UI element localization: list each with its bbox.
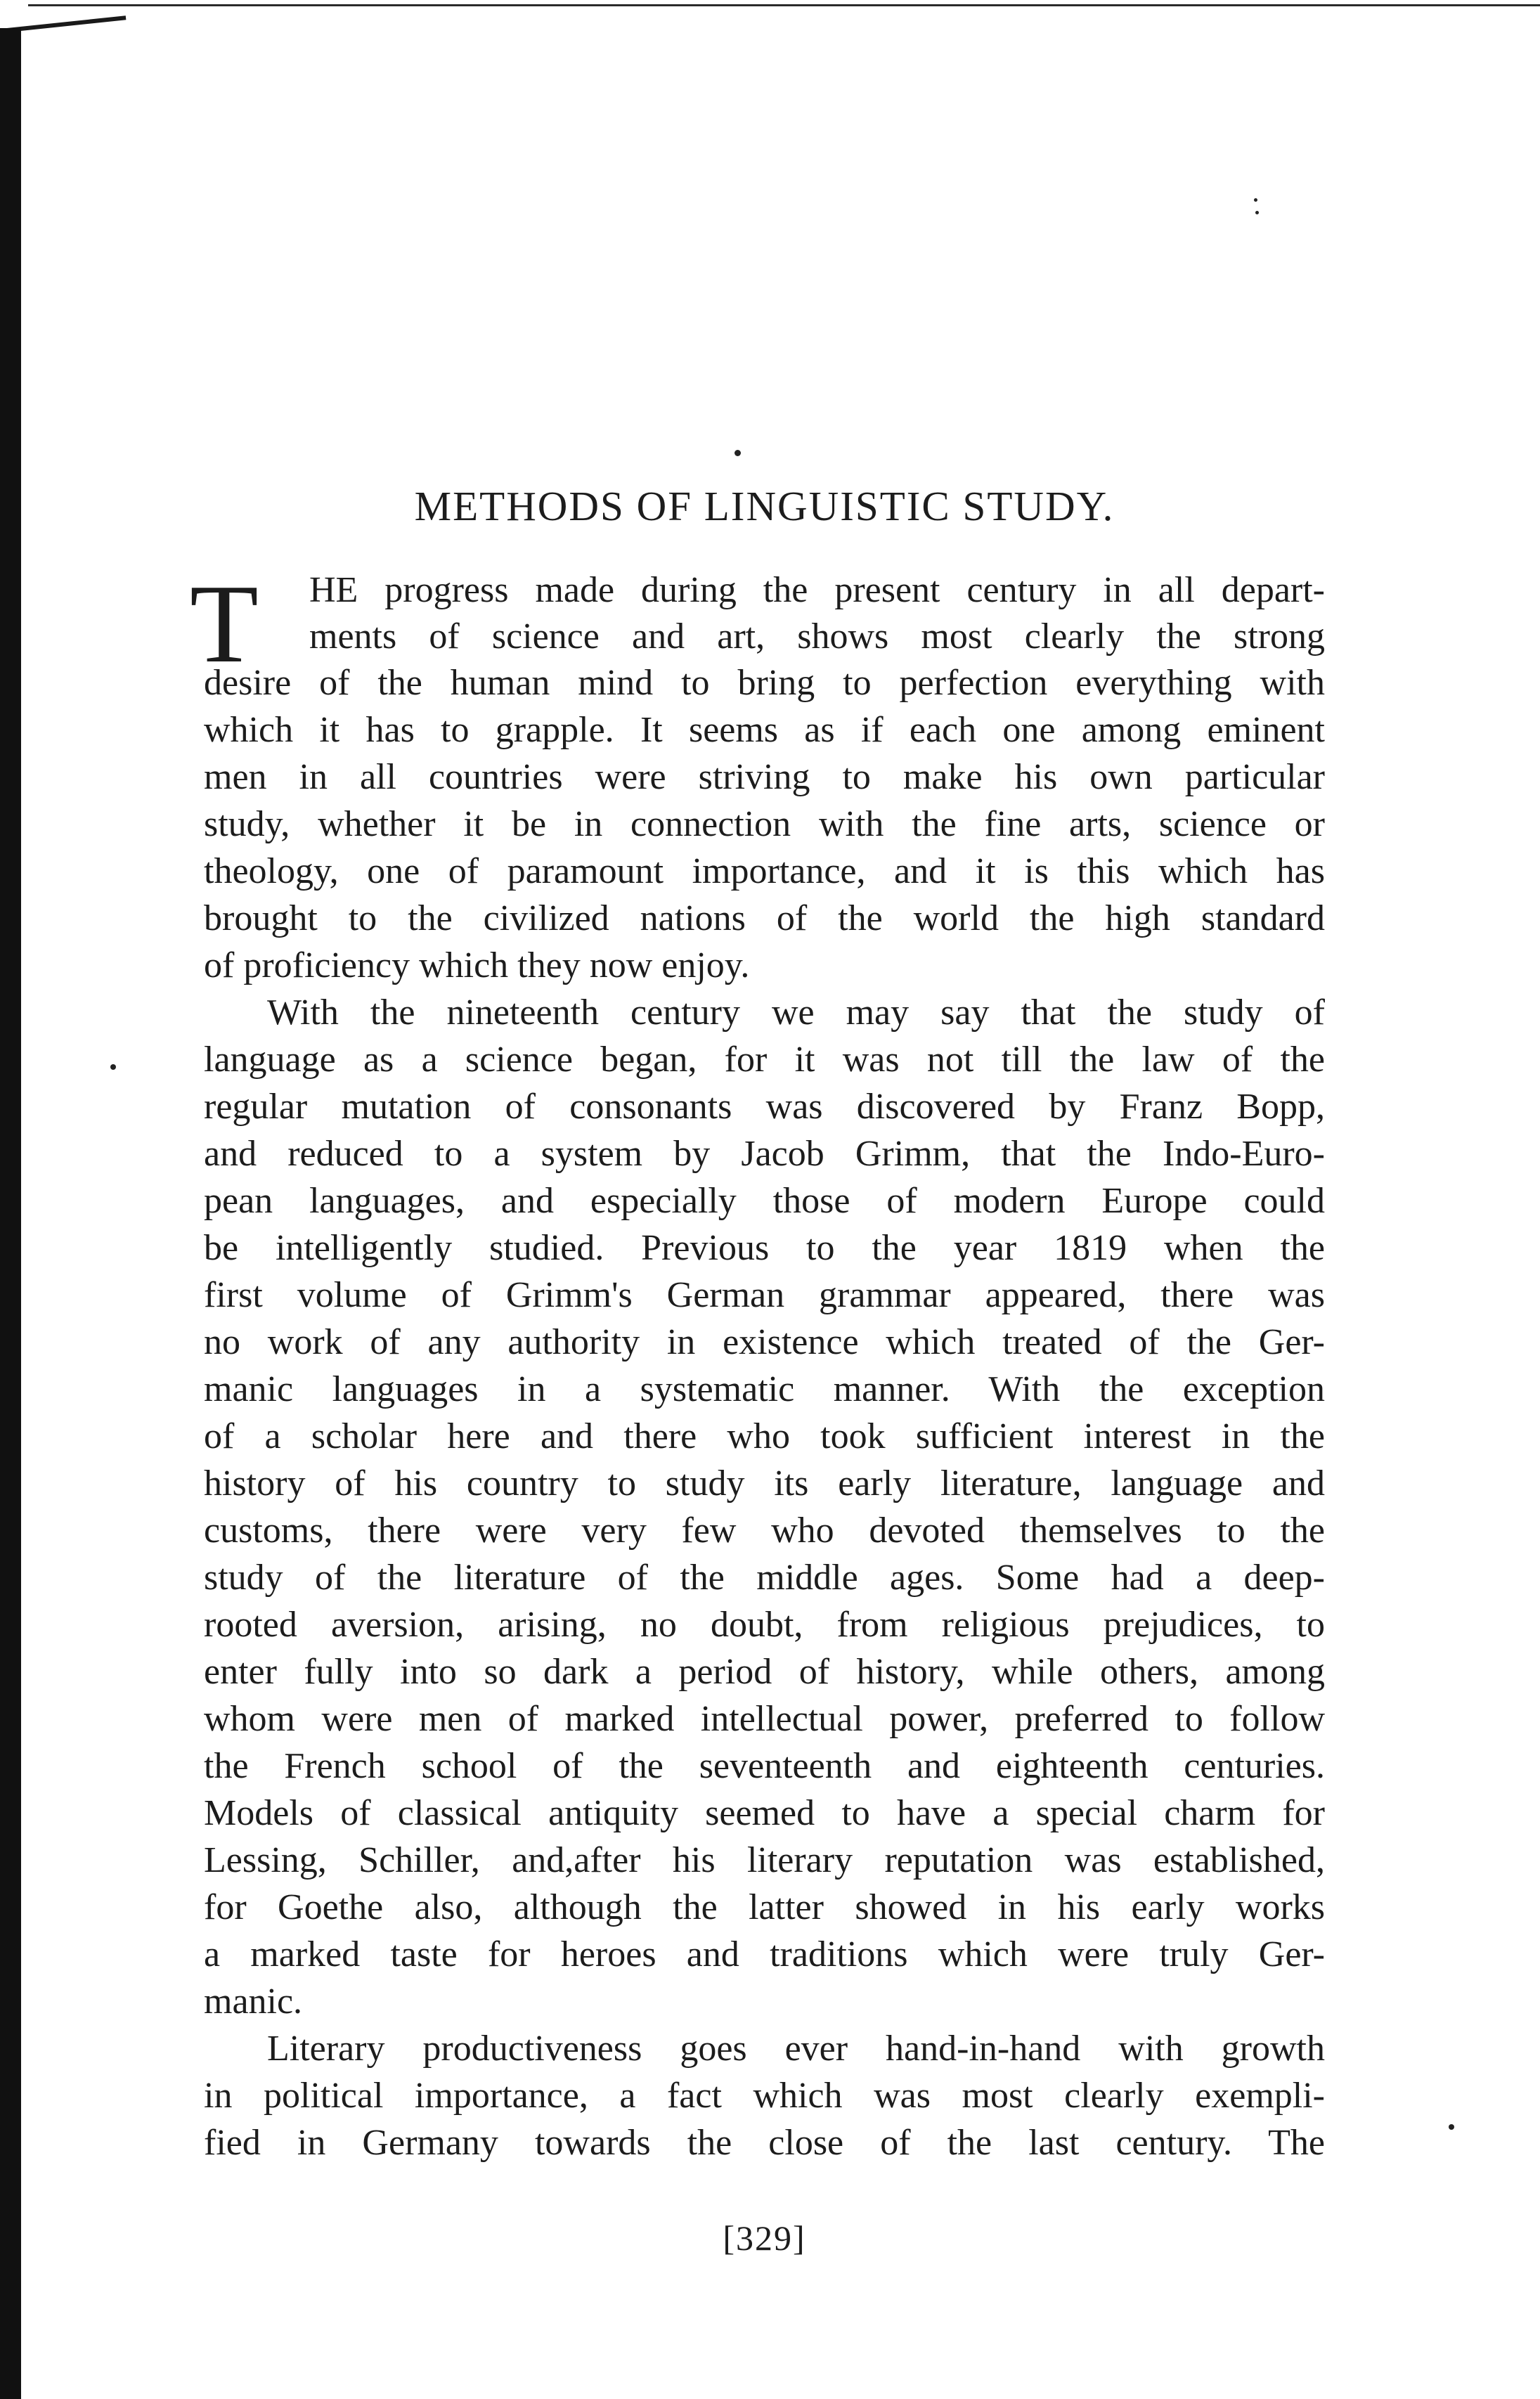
text-line: for Goethe also, although the latter showed in his early works: [204, 1887, 1325, 1927]
scan-top-rule: [28, 4, 1540, 6]
text-line: which it has to grapple. It seems as if each one among eminent: [204, 710, 1325, 750]
text-line: enter fully into so dark a period of history, while others, among: [204, 1652, 1325, 1692]
page-number: [329]: [723, 2218, 806, 2258]
scan-left-edge: [0, 28, 21, 2399]
scan-corner-mark: [7, 15, 127, 32]
text-line: manic.: [204, 1981, 303, 2022]
text-line: of proficiency which they now enjoy.: [204, 945, 750, 985]
text-line: rooted aversion, arising, no doubt, from religious prejudices, to: [204, 1605, 1325, 1645]
text-line: With the nineteenth century we may say that the study of: [267, 992, 1325, 1033]
text-line: history of his country to study its early literature, language and: [204, 1463, 1325, 1504]
page-title: METHODS OF LINGUISTIC STUDY.: [414, 483, 1115, 529]
text-line: study of the literature of the middle ages. Some had a deep-: [204, 1558, 1325, 1598]
text-line: fied in Germany towards the close of the last century. The: [204, 2123, 1325, 2163]
text-line: be intelligently studied. Previous to the year 1819 when the: [204, 1228, 1325, 1268]
text-line: desire of the human mind to bring to perfection everything with: [204, 663, 1325, 703]
text-line: in political importance, a fact which was most clearly exempli-: [204, 2076, 1325, 2116]
text-line: of a scholar here and there who took sufficient interest in the: [204, 1416, 1325, 1456]
text-line: a marked taste for heroes and traditions which were truly Ger-: [204, 1934, 1325, 1974]
scan-speck: [110, 1064, 116, 1070]
text-line: no work of any authority in existence which treated of the Ger-: [204, 1322, 1325, 1362]
text-line: Models of classical antiquity seemed to have a special charm for: [204, 1793, 1325, 1833]
text-line: the French school of the seventeenth and eighteenth centuries.: [204, 1746, 1325, 1786]
text-line: ments of science and art, shows most clearly the strong: [309, 616, 1325, 657]
text-line: HE progress made during the present century in all depart-: [309, 570, 1325, 610]
text-line: theology, one of paramount importance, and it is this which has: [204, 851, 1325, 891]
scan-speck: [1255, 211, 1259, 214]
text-line: brought to the civilized nations of the world the high standard: [204, 898, 1325, 938]
text-line: whom were men of marked intellectual power, preferred to follow: [204, 1699, 1325, 1739]
text-line: study, whether it be in connection with the fine arts, science or: [204, 804, 1325, 844]
text-line: first volume of Grimm's German grammar appeared, there was: [204, 1275, 1325, 1315]
text-line: pean languages, and especially those of modern Europe could: [204, 1181, 1325, 1221]
text-line: manic languages in a systematic manner. With the exception: [204, 1369, 1325, 1409]
text-line: and reduced to a system by Jacob Grimm, that the Indo-Euro-: [204, 1134, 1325, 1174]
drop-cap: T: [190, 561, 259, 686]
text-line: language as a science began, for it was not till the law of the: [204, 1040, 1325, 1080]
scan-speck: [1254, 198, 1257, 202]
scan-speck: [1449, 2124, 1454, 2130]
text-line: men in all countries were striving to make his own particular: [204, 757, 1325, 797]
text-line: customs, there were very few who devoted themselves to the: [204, 1511, 1325, 1551]
text-line: Literary productiveness goes ever hand-in-hand with growth: [267, 2029, 1325, 2069]
text-line: Lessing, Schiller, and,after his literary reputation was established,: [204, 1840, 1325, 1880]
text-line: regular mutation of consonants was discovered by Franz Bopp,: [204, 1087, 1325, 1127]
scan-speck: [735, 450, 741, 456]
